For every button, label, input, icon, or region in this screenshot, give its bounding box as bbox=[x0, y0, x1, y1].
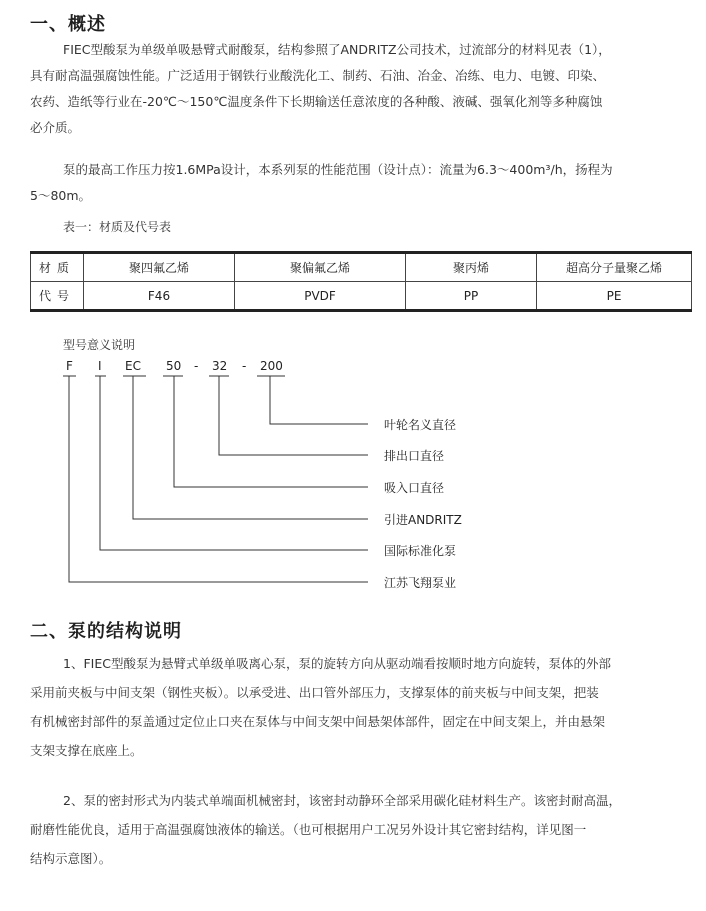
structure-line-2: 采用前夹板与中间支架（钢性夹板）。以承受进、出口管外部压力，支撑泵体的前夹板与中间支架，把装 bbox=[30, 685, 599, 700]
seal-line-1: 2、泵的密封形式为内装式单端面机械密封，该密封动静环全部采用碳化硅材料生产。该密封耐高温， bbox=[63, 793, 621, 808]
pressure-line-1: 泵的最高工作压力按1.6MPa设计，本系列泵的性能范围（设计点）：流量为6.3～400m³/h，扬程为 bbox=[63, 162, 613, 177]
model-meaning-title: 型号意义说明 bbox=[63, 338, 136, 352]
intro-line-1: FIEC型酸泵为单级单吸悬臂式耐酸泵，结构参照了ANDRITZ公司技术，过流部分的材料见表（1）， bbox=[63, 42, 611, 57]
code-ec: EC bbox=[125, 359, 141, 373]
label-inlet-diameter: 吸入口直径 bbox=[384, 481, 445, 495]
cell-pe-code: PE bbox=[537, 282, 692, 311]
cell-pvdf-name: 聚偏氟乙烯 bbox=[235, 253, 406, 282]
code-dash-2: - bbox=[242, 359, 247, 373]
cell-pvdf-code: PVDF bbox=[235, 282, 406, 311]
label-andritz: 引进ANDRITZ bbox=[384, 513, 462, 527]
code-f: F bbox=[66, 359, 73, 373]
section-1-title: 一、概述 bbox=[30, 14, 106, 35]
code-dash-1: - bbox=[194, 359, 199, 373]
intro-line-4: 必介质。 bbox=[30, 120, 81, 135]
label-iso-pump: 国际标准化泵 bbox=[384, 544, 457, 558]
cell-pe-name: 超高分子量聚乙烯 bbox=[537, 253, 692, 282]
pressure-line-2: 5～80m。 bbox=[30, 188, 92, 203]
structure-line-3: 有机械密封部件的泵盖通过定位止口夹在泵体与中间支架中间悬架体部件，固定在中间支架上，并由悬架 bbox=[30, 714, 606, 729]
structure-line-4: 支架支撑在底座上。 bbox=[30, 743, 143, 758]
table-caption: 表一：材质及代号表 bbox=[63, 220, 172, 234]
cell-pp-code: PP bbox=[406, 282, 537, 311]
label-outlet-diameter: 排出口直径 bbox=[384, 449, 445, 463]
row-header-material: 材质 bbox=[31, 253, 84, 282]
label-manufacturer: 江苏飞翔泵业 bbox=[384, 576, 457, 590]
structure-line-1: 1、FIEC型酸泵为悬臂式单级单吸离心泵，泵的旋转方向从驱动端看按顺时地方向旋转，泵体的外部 bbox=[63, 656, 611, 671]
cell-ptfe-name: 聚四氟乙烯 bbox=[84, 253, 235, 282]
cell-pp-name: 聚丙烯 bbox=[406, 253, 537, 282]
seal-line-2: 耐磨性能优良，适用于高温强腐蚀液体的输送。（也可根据用户工况另外设计其它密封结构，详见图一 bbox=[30, 822, 587, 837]
seal-line-3: 结构示意图）。 bbox=[30, 851, 112, 866]
code-i: I bbox=[98, 359, 102, 373]
row-header-code: 代号 bbox=[31, 282, 84, 311]
intro-line-3: 农药、造纸等行业在-20℃～150℃温度条件下长期输送任意浓度的各种酸、液碱、强氧化剂等多种腐蚀 bbox=[30, 94, 603, 109]
code-impeller: 200 bbox=[260, 359, 283, 373]
code-inlet: 50 bbox=[166, 359, 182, 373]
cell-ptfe-code: F46 bbox=[84, 282, 235, 311]
code-outlet: 32 bbox=[212, 359, 228, 373]
section-2-title: 二、泵的结构说明 bbox=[30, 621, 182, 642]
label-impeller-diameter: 叶轮名义直径 bbox=[384, 418, 457, 432]
intro-line-2: 具有耐高温强腐蚀性能。广泛适用于钢铁行业酸洗化工、制药、石油、冶金、冶练、电力、电镀、印染、 bbox=[30, 68, 606, 83]
